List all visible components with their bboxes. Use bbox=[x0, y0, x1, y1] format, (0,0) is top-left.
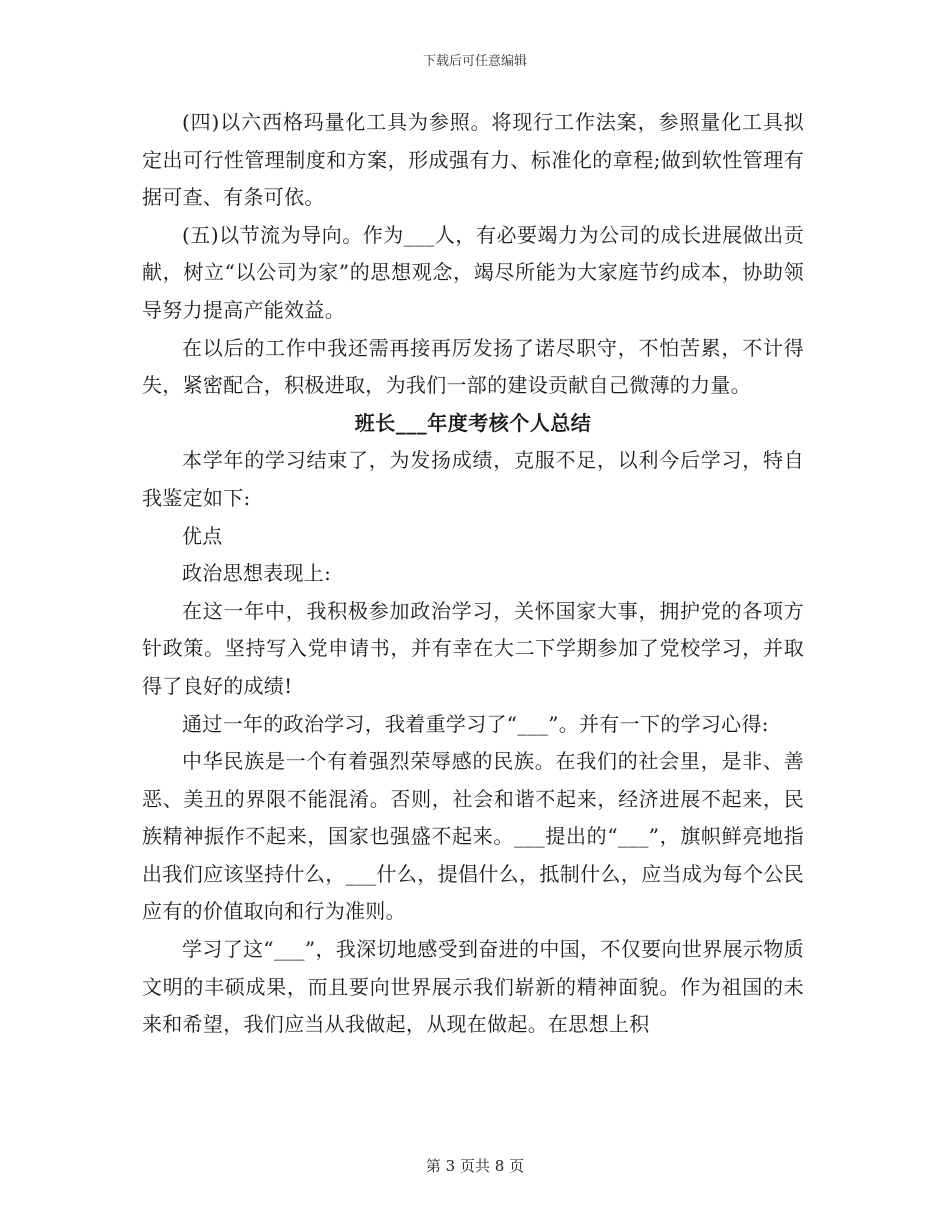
paragraph: 通过一年的政治学习，我着重学习了“___”。并有一下的学习心得: bbox=[182, 711, 769, 736]
page-number: 第 3 页共 8 页 bbox=[425, 1157, 525, 1175]
paragraph: 优点 bbox=[182, 523, 223, 548]
paragraph: (五)以节流为导向。作为___人，有必要竭力为公司的成长进展做出贡献，树立“以公司为家”的思想观念，竭尽所能为大家庭节约成本，协助领导努力提高产能效益。 bbox=[142, 222, 804, 322]
paragraph: 政治思想表现上: bbox=[182, 561, 332, 586]
paragraph: 学习了这“___”，我深切地感受到奋进的中国，不仅要向世界展示物质文明的丰硕成果，而且要向世界展示我们崭新的精神面貌。作为祖国的未来和希望，我们应当从我做起，从现在做起。在思想上积 bbox=[142, 937, 804, 1037]
paragraph: 在这一年中，我积极参加政治学习，关怀国家大事，拥护党的各项方针政策。坚持写入党申请书，并有幸在大二下学期参加了党校学习，并取得了良好的成绩! bbox=[142, 598, 804, 698]
paragraph: (四)以六西格玛量化工具为参照。将现行工作法案，参照量化工具拟定出可行性管理制度和方案，形成强有力、标准化的章程;做到软性管理有据可查、有条可依。 bbox=[142, 110, 804, 210]
paragraph: 中华民族是一个有着强烈荣辱感的民族。在我们的社会里，是非、善恶、美丑的界限不能混淆。否则，社会和谐不起来，经济进展不起来，民族精神振作不起来，国家也强盛不起来。___提出的“___”，旗帜鲜亮地指出我们应该坚持什么，___什么，提倡什么，抵制什么，应当成为每个公民应有的价值取向和行为准则。 bbox=[142, 749, 804, 924]
section-title: 班长___年度考核个人总结 bbox=[354, 410, 592, 435]
page-header-note: 下载后可任意编辑 bbox=[422, 54, 527, 69]
paragraph: 在以后的工作中我还需再接再厉发扬了诺尽职守，不怕苦累，不计得失，紧密配合，积极进取，为我们一部的建设贡献自己微薄的力量。 bbox=[142, 335, 804, 398]
paragraph: 本学年的学习结束了，为发扬成绩，克服不足，以利今后学习，特自我鉴定如下: bbox=[142, 448, 804, 510]
document-body bbox=[142, 104, 804, 1044]
